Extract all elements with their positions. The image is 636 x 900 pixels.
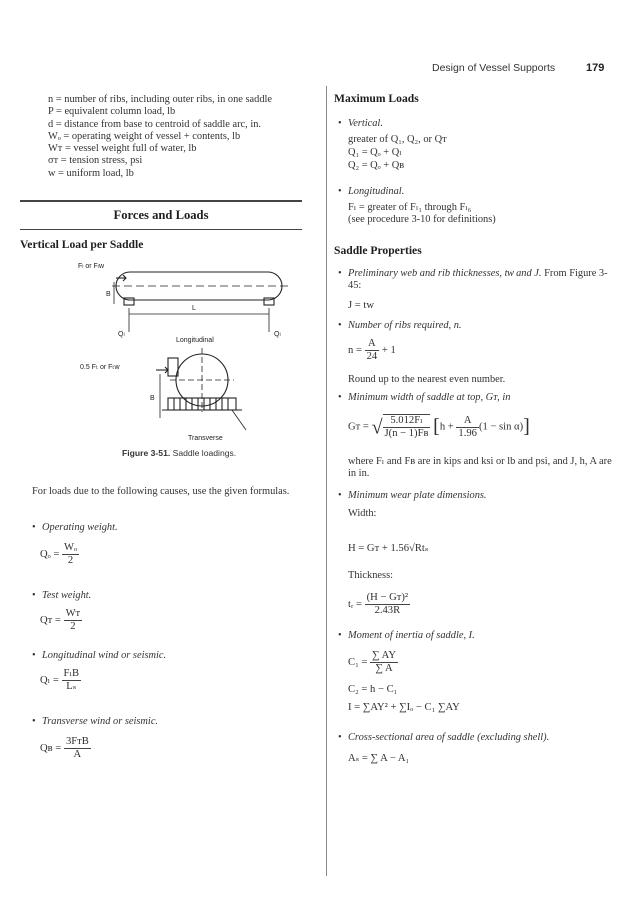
loads-intro: For loads due to the following causes, use the given formulas. bbox=[32, 486, 290, 497]
min-width-note: where Fₗ and Fʙ are in kips and ksi or lb and psi, and J, h, A are in in. bbox=[348, 456, 612, 480]
vertical-line-3: Q₂ = Qₒ + Qʙ bbox=[348, 159, 405, 171]
longitudinal-caption: Longitudinal bbox=[176, 337, 214, 344]
definition-p: P = equivalent column load, lb bbox=[48, 106, 176, 118]
page-number: 179 bbox=[586, 62, 605, 74]
longitudinal-label: • Longitudinal. bbox=[348, 186, 404, 198]
label-b-transverse: B bbox=[150, 395, 155, 402]
web-rib-item bbox=[348, 268, 618, 293]
eq-ql-den: Lₛ bbox=[66, 681, 77, 692]
vertical-line-2: Q₁ = Qₒ + Qₗ bbox=[348, 146, 402, 158]
label-b-longitudinal: B bbox=[106, 291, 111, 298]
vertical-load-heading: Vertical Load per Saddle bbox=[20, 238, 144, 251]
eq-n-num: A bbox=[365, 338, 380, 351]
label-ql-right: Qₗ bbox=[274, 331, 281, 338]
maximum-loads-heading: Maximum Loads bbox=[334, 92, 419, 105]
eq-gt-in-den: 1.96 bbox=[458, 427, 477, 439]
eq-qt-num: Wᴛ bbox=[65, 608, 81, 619]
eq-ribs bbox=[348, 338, 396, 363]
eq-qt-den: 2 bbox=[70, 621, 76, 632]
operating-weight-label: • Operating weight. bbox=[42, 522, 118, 534]
eq-test-weight bbox=[40, 608, 82, 633]
eq-qo-lhs: Qₒ = bbox=[40, 548, 60, 560]
section-rule-bottom bbox=[20, 229, 302, 230]
eq-qb-lhs: Qʙ = bbox=[40, 742, 62, 754]
cross-section-label: • Cross-sectional area of saddle (excluding shell). bbox=[348, 732, 549, 744]
definitions-list bbox=[48, 94, 318, 180]
eq-qo-num: Wₒ bbox=[63, 542, 78, 553]
eq-n-tail: + 1 bbox=[381, 344, 396, 356]
eq-c1 bbox=[348, 650, 398, 675]
eq-qb-den: A bbox=[73, 749, 82, 760]
eq-tr-num: (H − Gᴛ)² bbox=[366, 592, 409, 603]
test-weight-label: • Test weight. bbox=[42, 590, 91, 602]
wear-plate-label: • Minimum wear plate dimensions. bbox=[348, 490, 487, 502]
eq-c1-lhs: C₁ = bbox=[348, 656, 368, 668]
vertical-label: • Vertical. bbox=[348, 118, 383, 130]
leader-transverse bbox=[232, 410, 246, 430]
longitudinal-diagram bbox=[112, 272, 290, 332]
eq-area: Aₛ = ∑ A − A₁ bbox=[348, 753, 410, 764]
definition-wt: Wᴛ = vessel weight full of water, lb bbox=[48, 143, 197, 155]
vertical-line-1: greater of Q₁, Q₂, or Qᴛ bbox=[348, 134, 447, 145]
eq-qb-num: 3FᴛB bbox=[65, 736, 89, 747]
eq-qo-den: 2 bbox=[67, 555, 74, 566]
eq-c1-den: ∑ A bbox=[375, 663, 393, 674]
definition-w: w = uniform load, lb bbox=[48, 167, 134, 179]
label-ql-left: Qₗ bbox=[118, 331, 125, 338]
eq-c2: C₂ = h − C₁ bbox=[348, 684, 398, 695]
eq-n-den: 24 bbox=[366, 351, 378, 362]
figure-caption-text: Saddle loadings. bbox=[172, 448, 237, 458]
eq-gt-in-num: A bbox=[456, 415, 479, 428]
longitudinal-block bbox=[348, 202, 496, 227]
figure-caption-label: Figure 3-51. bbox=[122, 448, 171, 458]
bracket-close-icon: ] bbox=[523, 415, 530, 438]
definition-d: d = distance from base to centroid of saddle arc, in. bbox=[48, 118, 262, 130]
running-header-title: Design of Vessel Supports bbox=[432, 62, 556, 74]
eq-ql-lhs: Qₗ = bbox=[40, 674, 59, 686]
eq-tr-lhs: tᵣ = bbox=[348, 598, 362, 610]
ribs-round-note: Round up to the nearest even number. bbox=[348, 374, 506, 385]
label-force-transverse: 0.5 Fₜ or Fₜᴡ bbox=[80, 364, 120, 371]
eq-wear-thickness bbox=[348, 592, 410, 617]
eq-gt-tail: (1 − sin α) bbox=[478, 421, 524, 433]
longitudinal-line-2: (see procedure 3-10 for definitions) bbox=[348, 214, 496, 226]
label-ls: L bbox=[192, 305, 196, 312]
web-rib-trail: From Figure 3-45: bbox=[348, 268, 608, 292]
longitudinal-line-1: Fₗ = greater of Fₗ₁ through Fₗ₆ bbox=[348, 202, 472, 213]
eq-tr-den: 2.43R bbox=[374, 605, 401, 616]
definition-n: n = number of ribs, including outer ribs, in one saddle bbox=[48, 94, 273, 105]
eq-gt-rad-den: J(n − 1)Fʙ bbox=[384, 428, 429, 439]
definition-wo: Wₒ = operating weight of vessel + contents, lb bbox=[48, 130, 241, 142]
label-force-longitudinal: Fₗ or Fₗᴡ bbox=[78, 263, 105, 270]
eq-transverse-wind bbox=[40, 736, 91, 761]
section-rule-top bbox=[20, 200, 302, 202]
eq-c1-num: ∑ AY bbox=[372, 650, 396, 661]
transverse-wind-label: • Transverse wind or seismic. bbox=[42, 716, 158, 728]
transverse-diagram bbox=[156, 348, 246, 430]
eq-qt-lhs: Qᴛ = bbox=[40, 614, 61, 626]
ribs-required-label: • Number of ribs required, n. bbox=[348, 320, 462, 332]
eq-i: I = ∑AY² + ∑Iₒ − C₁ ∑AY bbox=[348, 702, 460, 713]
column-divider bbox=[326, 86, 327, 876]
vertical-block bbox=[348, 134, 447, 172]
wear-width-label: Width: bbox=[348, 508, 377, 519]
eq-gt-lhs: Gᴛ = bbox=[348, 421, 369, 433]
moment-inertia-label: • Moment of inertia of saddle, I. bbox=[348, 630, 475, 642]
eq-gt-rad-num: 5.012Fₗ bbox=[383, 415, 431, 428]
saddle-properties-heading: Saddle Properties bbox=[334, 244, 422, 257]
transverse-caption: Transverse bbox=[188, 435, 223, 442]
eq-n-lhs: n = bbox=[348, 344, 362, 356]
sqrt-icon: √ bbox=[371, 416, 383, 439]
eq-wear-width: H = Gᴛ + 1.56√Rtₛ bbox=[348, 543, 429, 554]
wear-thickness-label: Thickness: bbox=[348, 570, 394, 581]
eq-longitudinal-wind bbox=[40, 668, 81, 693]
eq-ql-num: FₗB bbox=[63, 668, 80, 679]
figure-caption bbox=[122, 448, 236, 458]
eq-j-tw: J = tᴡ bbox=[348, 300, 374, 311]
eq-min-width bbox=[348, 414, 530, 440]
saddle-loadings-figure bbox=[20, 252, 310, 462]
web-rib-label: Preliminary web and rib thicknesses, tᴡ and J. bbox=[348, 268, 542, 279]
eq-gt-h: h + bbox=[439, 421, 454, 433]
longitudinal-wind-label: • Longitudinal wind or seismic. bbox=[42, 650, 166, 662]
definition-sigma: σᴛ = tension stress, psi bbox=[48, 155, 143, 167]
bracket-open-icon: [ bbox=[433, 415, 440, 438]
eq-operating-weight bbox=[40, 542, 79, 567]
min-width-label: • Minimum width of saddle at top, Gᴛ, in bbox=[348, 392, 510, 404]
forces-loads-heading: Forces and Loads bbox=[113, 208, 209, 222]
